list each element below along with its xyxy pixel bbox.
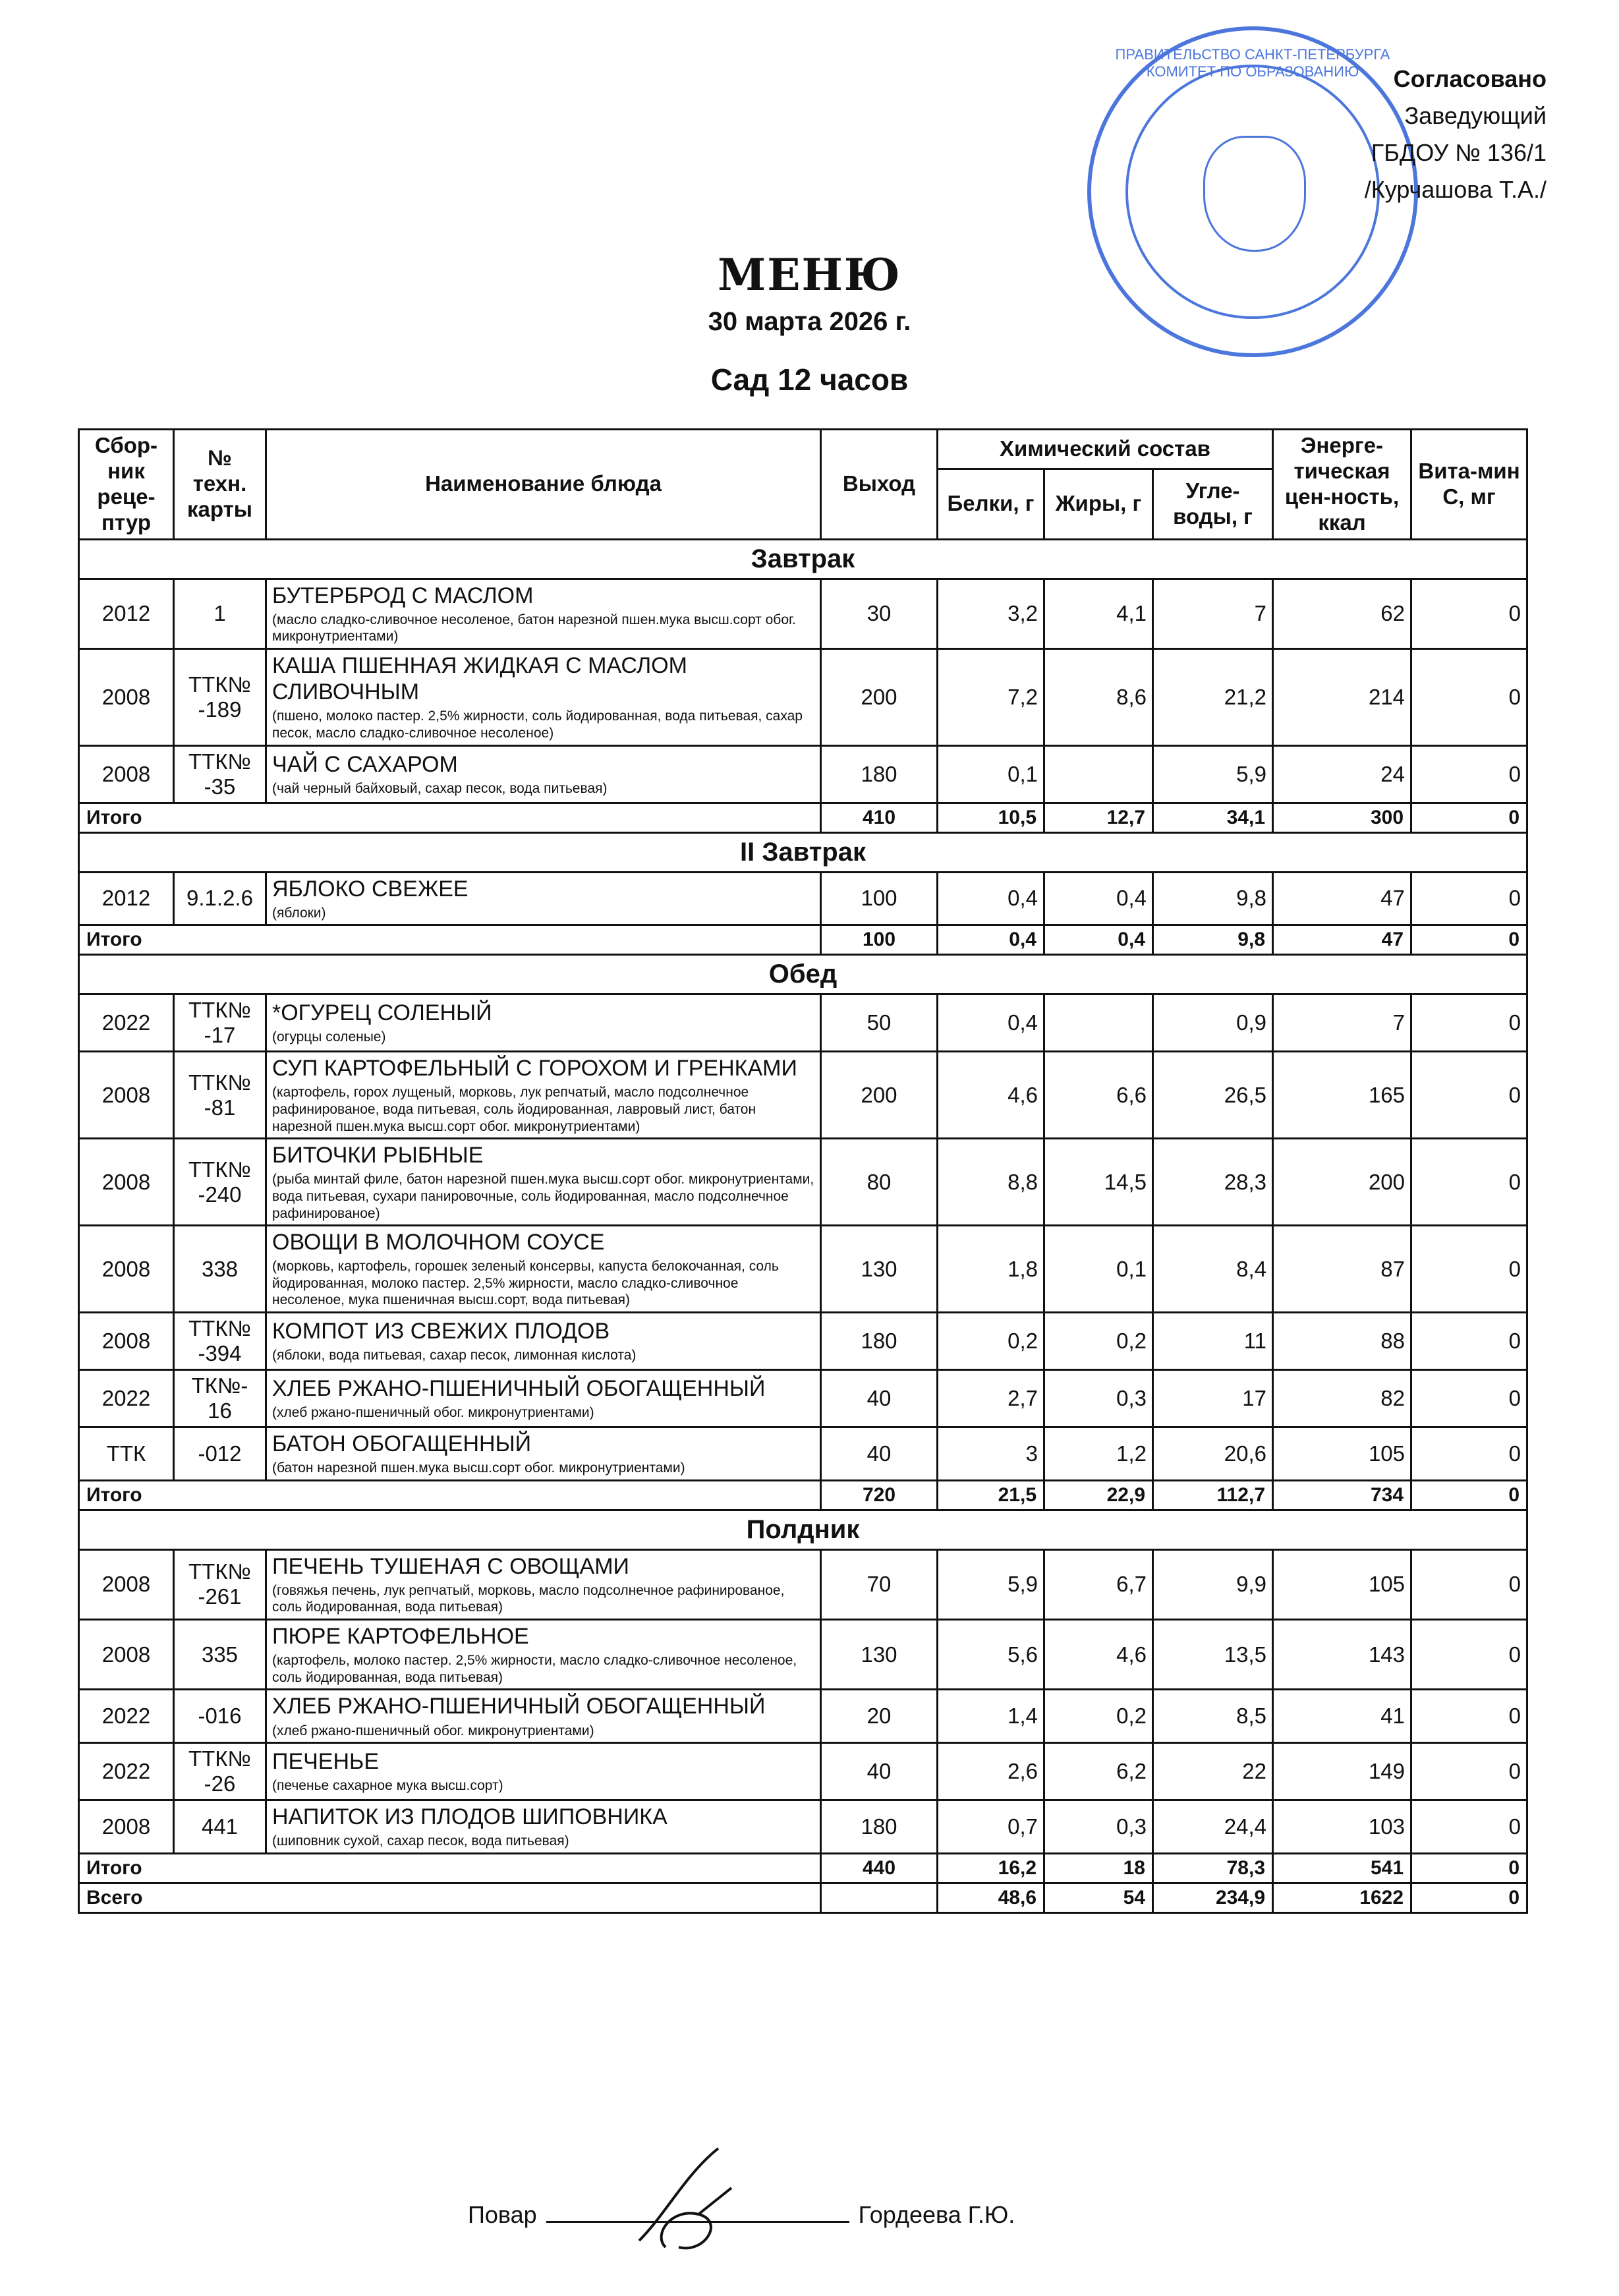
col-yield: Выход: [821, 430, 938, 540]
cell-collection: 2022: [79, 1743, 174, 1800]
col-card: № техн. карты: [174, 430, 266, 540]
grand-total-row: [79, 1883, 1527, 1912]
cell-fat: 8,6: [1044, 649, 1153, 745]
cell-carbs: 13,5: [1153, 1620, 1273, 1690]
cell-protein: 4,6: [938, 1052, 1044, 1139]
cell-collection: 2022: [79, 994, 174, 1052]
cell-card: ТТК№ -81: [174, 1052, 266, 1139]
cell-fat: 6,2: [1044, 1743, 1153, 1800]
cell-vitamin: 0: [1411, 994, 1527, 1052]
total-carbs: 112,7: [1153, 1480, 1273, 1510]
cell-energy: 41: [1273, 1690, 1411, 1743]
cell-collection: 2008: [79, 1800, 174, 1854]
cell-dish: [266, 1226, 821, 1313]
total-protein: 21,5: [938, 1480, 1044, 1510]
cell-carbs: 5,9: [1153, 745, 1273, 803]
cell-carbs: 8,4: [1153, 1226, 1273, 1313]
cell-vitamin: 0: [1411, 649, 1527, 745]
col-chem: Химический состав: [938, 430, 1273, 469]
cell-carbs: 11: [1153, 1313, 1273, 1370]
total-yield: 100: [821, 925, 938, 955]
dish-name: ПЕЧЕНЬ ТУШЕНАЯ С ОВОЩАМИ: [272, 1553, 629, 1579]
cell-dish: [266, 1370, 821, 1427]
dish-name: ОВОЩИ В МОЛОЧНОМ СОУСЕ: [272, 1230, 605, 1255]
cell-fat: 0,1: [1044, 1226, 1153, 1313]
cell-vitamin: 0: [1411, 745, 1527, 803]
section-title: Полдник: [79, 1510, 1527, 1549]
dish-name: ЧАЙ С САХАРОМ: [272, 751, 458, 777]
total-fat: 18: [1044, 1853, 1153, 1883]
table-row: [79, 1052, 1527, 1139]
cell-collection: 2022: [79, 1370, 174, 1427]
total-protein: 10,5: [938, 803, 1044, 832]
dish-name: БАТОН ОБОГАЩЕННЫЙ: [272, 1431, 532, 1457]
cell-dish: [266, 1549, 821, 1619]
cell-vitamin: 0: [1411, 1620, 1527, 1690]
cell-protein: 5,9: [938, 1549, 1044, 1619]
cell-dish: [266, 649, 821, 745]
cell-dish: [266, 1690, 821, 1743]
cell-carbs: 0,9: [1153, 994, 1273, 1052]
cell-card: ТК№- 16: [174, 1370, 266, 1427]
cell-energy: 143: [1273, 1620, 1411, 1690]
grand-total-yield: [821, 1883, 938, 1912]
cell-vitamin: 0: [1411, 1427, 1527, 1481]
cell-energy: 88: [1273, 1313, 1411, 1370]
total-carbs: 9,8: [1153, 925, 1273, 955]
grand-total-carbs: 234,9: [1153, 1883, 1273, 1912]
cell-vitamin: 0: [1411, 1139, 1527, 1226]
total-fat: 0,4: [1044, 925, 1153, 955]
dish-ingredients: (шиповник сухой, сахар песок, вода питьевая): [272, 1833, 569, 1849]
dish-ingredients: (хлеб ржано-пшеничный обог. микронутриентами): [272, 1723, 594, 1738]
cell-dish: [266, 1139, 821, 1226]
cell-carbs: 26,5: [1153, 1052, 1273, 1139]
cell-protein: 1,4: [938, 1690, 1044, 1743]
table-row: [79, 1743, 1527, 1800]
dish-name: СУП КАРТОФЕЛЬНЫЙ С ГОРОХОМ И ГРЕНКАМИ: [272, 1056, 797, 1081]
cell-vitamin: 0: [1411, 1226, 1527, 1313]
dish-ingredients: (печенье сахарное мука высш.сорт): [272, 1778, 503, 1794]
cell-fat: 0,2: [1044, 1313, 1153, 1370]
cell-card: 335: [174, 1620, 266, 1690]
total-yield: 440: [821, 1853, 938, 1883]
signature-line: [546, 2201, 849, 2223]
dish-ingredients: (огурцы соленые): [272, 1029, 386, 1045]
cell-dish: [266, 579, 821, 648]
cell-carbs: 17: [1153, 1370, 1273, 1427]
cook-signature: [468, 2201, 1015, 2229]
cell-carbs: 20,6: [1153, 1427, 1273, 1481]
dish-ingredients: (хлеб ржано-пшеничный обог. микронутриентами): [272, 1405, 594, 1421]
cell-protein: 0,1: [938, 745, 1044, 803]
col-vitamin: Вита-мин С, мг: [1411, 430, 1527, 540]
page-title: МЕНЮ: [718, 249, 901, 301]
table-row: [79, 1427, 1527, 1481]
cell-yield: 40: [821, 1427, 938, 1481]
total-vitamin: 0: [1411, 1480, 1527, 1510]
cell-card: ТТК№ -261: [174, 1549, 266, 1619]
dish-ingredients: (морковь, картофель, горошек зеленый консервы, капуста белокочанная, соль йодированная, молоко пастер. 2,5% жирности, масло сладко-сливочное несоленое, мука пшеничная высш.сорт, вода питьевая): [272, 1259, 779, 1308]
section-title: Завтрак: [79, 539, 1527, 579]
total-label: Итого: [79, 925, 821, 955]
cell-collection: ТТК: [79, 1427, 174, 1481]
dish-name: *ОГУРЕЦ СОЛЕНЫЙ: [272, 1000, 492, 1026]
cell-fat: 6,7: [1044, 1549, 1153, 1619]
cell-energy: 200: [1273, 1139, 1411, 1226]
grand-total-energy: 1622: [1273, 1883, 1411, 1912]
table-row: [79, 1800, 1527, 1854]
cell-dish: [266, 1052, 821, 1139]
cell-yield: 50: [821, 994, 938, 1052]
total-row: [79, 925, 1527, 955]
dish-name: ХЛЕБ РЖАНО-ПШЕНИЧНЫЙ ОБОГАЩЕННЫЙ: [272, 1376, 766, 1402]
cell-card: 9.1.2.6: [174, 872, 266, 925]
table-row: [79, 1620, 1527, 1690]
section-row: [79, 1510, 1527, 1549]
dish-name: ПЮРЕ КАРТОФЕЛЬНОЕ: [272, 1624, 529, 1650]
cell-protein: 2,6: [938, 1743, 1044, 1800]
approval-institution: ГБДОУ № 136/1: [1371, 139, 1547, 166]
cell-yield: 70: [821, 1549, 938, 1619]
cell-energy: 7: [1273, 994, 1411, 1052]
total-carbs: 34,1: [1153, 803, 1273, 832]
cell-collection: 2008: [79, 1139, 174, 1226]
cell-energy: 149: [1273, 1743, 1411, 1800]
cell-protein: 1,8: [938, 1226, 1044, 1313]
col-carbs: Угле-воды, г: [1153, 469, 1273, 539]
col-collection: Сбор-ник реце-птур: [79, 430, 174, 540]
cell-fat: 4,1: [1044, 579, 1153, 648]
cell-yield: 200: [821, 649, 938, 745]
cell-yield: 180: [821, 1800, 938, 1854]
table-row: [79, 1690, 1527, 1743]
cell-energy: 105: [1273, 1427, 1411, 1481]
total-energy: 541: [1273, 1853, 1411, 1883]
cell-dish: [266, 1800, 821, 1854]
table-row: [79, 1139, 1527, 1226]
dish-ingredients: (яблоки, вода питьевая, сахар песок, лимонная кислота): [272, 1348, 637, 1363]
cell-carbs: 9,8: [1153, 872, 1273, 925]
col-name: Наименование блюда: [266, 430, 821, 540]
menu-table: [78, 428, 1528, 1914]
cell-card: ТТК№ -35: [174, 745, 266, 803]
approval-block: [1204, 61, 1547, 208]
cell-energy: 103: [1273, 1800, 1411, 1854]
cell-carbs: 24,4: [1153, 1800, 1273, 1854]
table-row: [79, 994, 1527, 1052]
menu-body: [79, 539, 1527, 1912]
total-fat: 22,9: [1044, 1480, 1153, 1510]
table-row: [79, 872, 1527, 925]
cell-energy: 87: [1273, 1226, 1411, 1313]
cell-energy: 82: [1273, 1370, 1411, 1427]
dish-ingredients: (картофель, горох лущеный, морковь, лук репчатый, масло подсолнечное рафинированое, вода питьевая, соль йодированная, лавровый лист, батон нарезной пшен.мука высш.сорт обог. микронутриентами): [272, 1085, 756, 1134]
dish-name: БУТЕРБРОД С МАСЛОМ: [272, 583, 534, 608]
total-label: Итого: [79, 803, 821, 832]
cell-protein: 5,6: [938, 1620, 1044, 1690]
cell-card: 338: [174, 1226, 266, 1313]
cell-fat: 4,6: [1044, 1620, 1153, 1690]
cell-dish: [266, 745, 821, 803]
cell-yield: 130: [821, 1226, 938, 1313]
cell-carbs: 8,5: [1153, 1690, 1273, 1743]
grand-total-vitamin: 0: [1411, 1883, 1527, 1912]
cell-collection: 2012: [79, 872, 174, 925]
cell-fat: 0,2: [1044, 1690, 1153, 1743]
dish-name: ХЛЕБ РЖАНО-ПШЕНИЧНЫЙ ОБОГАЩЕННЫЙ: [272, 1694, 766, 1719]
total-fat: 12,7: [1044, 803, 1153, 832]
cell-carbs: 22: [1153, 1743, 1273, 1800]
cell-dish: [266, 1427, 821, 1481]
table-row: [79, 1370, 1527, 1427]
stamp-ring-text: ПРАВИТЕЛЬСТВО САНКТ-ПЕТЕРБУРГА КОМИТЕТ ПО ОБРАЗОВАНИЮ: [1115, 46, 1390, 80]
section-row: [79, 539, 1527, 579]
total-yield: 720: [821, 1480, 938, 1510]
total-row: [79, 803, 1527, 832]
dish-name: НАПИТОК ИЗ ПЛОДОВ ШИПОВНИКА: [272, 1804, 667, 1830]
total-carbs: 78,3: [1153, 1853, 1273, 1883]
cell-vitamin: 0: [1411, 1370, 1527, 1427]
approval-heading: Согласовано: [1393, 65, 1547, 92]
cell-collection: 2008: [79, 649, 174, 745]
cell-energy: 62: [1273, 579, 1411, 648]
cell-fat: [1044, 745, 1153, 803]
cell-card: ТТК№ -17: [174, 994, 266, 1052]
approval-position: Заведующий: [1404, 102, 1547, 129]
cell-yield: 180: [821, 745, 938, 803]
cell-vitamin: 0: [1411, 1690, 1527, 1743]
cell-card: -016: [174, 1690, 266, 1743]
cell-fat: 0,3: [1044, 1370, 1153, 1427]
cell-collection: 2008: [79, 1620, 174, 1690]
cell-dish: [266, 872, 821, 925]
cell-protein: 7,2: [938, 649, 1044, 745]
cell-vitamin: 0: [1411, 1549, 1527, 1619]
menu-header: [0, 249, 1619, 397]
col-protein: Белки, г: [938, 469, 1044, 539]
cell-protein: 3: [938, 1427, 1044, 1481]
menu-date: 30 марта 2026 г.: [708, 307, 911, 336]
cell-card: ТТК№ -394: [174, 1313, 266, 1370]
cell-energy: 24: [1273, 745, 1411, 803]
cell-protein: 0,2: [938, 1313, 1044, 1370]
cell-energy: 105: [1273, 1549, 1411, 1619]
table-row: [79, 1226, 1527, 1313]
group-name: Сад 12 часов: [710, 362, 909, 397]
cell-vitamin: 0: [1411, 1313, 1527, 1370]
cell-yield: 180: [821, 1313, 938, 1370]
section-row: [79, 832, 1527, 872]
cook-name: Гордеева Г.Ю.: [858, 2201, 1015, 2228]
table-row: [79, 1313, 1527, 1370]
dish-name: БИТОЧКИ РЫБНЫЕ: [272, 1143, 484, 1168]
grand-total-protein: 48,6: [938, 1883, 1044, 1912]
cell-collection: 2008: [79, 1549, 174, 1619]
cell-dish: [266, 1313, 821, 1370]
cell-fat: 0,3: [1044, 1800, 1153, 1854]
dish-name: КОМПОТ ИЗ СВЕЖИХ ПЛОДОВ: [272, 1319, 610, 1344]
cell-card: -012: [174, 1427, 266, 1481]
cell-card: 441: [174, 1800, 266, 1854]
dish-ingredients: (яблоки): [272, 905, 326, 921]
cell-yield: 100: [821, 872, 938, 925]
total-row: [79, 1480, 1527, 1510]
total-row: [79, 1853, 1527, 1883]
dish-ingredients: (картофель, молоко пастер. 2,5% жирности, масло сладко-сливочное несоленое, соль йодированная, вода питьевая): [272, 1653, 797, 1685]
total-protein: 16,2: [938, 1853, 1044, 1883]
total-label: Итого: [79, 1853, 821, 1883]
cell-carbs: 28,3: [1153, 1139, 1273, 1226]
cell-yield: 40: [821, 1370, 938, 1427]
total-protein: 0,4: [938, 925, 1044, 955]
cell-vitamin: 0: [1411, 1052, 1527, 1139]
cell-yield: 80: [821, 1139, 938, 1226]
cell-protein: 0,4: [938, 994, 1044, 1052]
cell-yield: 20: [821, 1690, 938, 1743]
grand-total-fat: 54: [1044, 1883, 1153, 1912]
total-vitamin: 0: [1411, 803, 1527, 832]
cell-energy: 165: [1273, 1052, 1411, 1139]
total-energy: 300: [1273, 803, 1411, 832]
cell-fat: 14,5: [1044, 1139, 1153, 1226]
cook-role: Повар: [468, 2201, 537, 2228]
col-fat: Жиры, г: [1044, 469, 1153, 539]
dish-ingredients: (рыба минтай филе, батон нарезной пшен.мука высш.сорт обог. микронутриентами, вода питьевая, сухари панировочные, соль йодированная, масло подсолнечное рафинированое): [272, 1172, 814, 1221]
grand-total-label: Всего: [79, 1883, 821, 1912]
dish-ingredients: (батон нарезной пшен.мука высш.сорт обог. микронутриентами): [272, 1460, 685, 1476]
cell-protein: 2,7: [938, 1370, 1044, 1427]
section-title: II Завтрак: [79, 832, 1527, 872]
cell-vitamin: 0: [1411, 1800, 1527, 1854]
section-row: [79, 955, 1527, 994]
cell-collection: 2008: [79, 1226, 174, 1313]
cell-dish: [266, 1620, 821, 1690]
cell-energy: 214: [1273, 649, 1411, 745]
cell-collection: 2008: [79, 1313, 174, 1370]
section-title: Обед: [79, 955, 1527, 994]
table-row: [79, 1549, 1527, 1619]
cell-yield: 40: [821, 1743, 938, 1800]
cell-protein: 3,2: [938, 579, 1044, 648]
col-energy: Энерге-тическая цен-ность, ккал: [1273, 430, 1411, 540]
table-row: [79, 745, 1527, 803]
cell-protein: 0,7: [938, 1800, 1044, 1854]
cell-card: ТТК№ -26: [174, 1743, 266, 1800]
cell-card: ТТК№ -240: [174, 1139, 266, 1226]
table-row: [79, 579, 1527, 648]
cell-dish: [266, 1743, 821, 1800]
dish-ingredients: (пшено, молоко пастер. 2,5% жирности, соль йодированная, вода питьевая, сахар песок, масло сладко-сливочное несоленое): [272, 708, 803, 741]
table-row: [79, 649, 1527, 745]
cell-collection: 2022: [79, 1690, 174, 1743]
cell-vitamin: 0: [1411, 1743, 1527, 1800]
cell-yield: 200: [821, 1052, 938, 1139]
approval-signatory: /Курчашова Т.А./: [1364, 176, 1547, 203]
total-energy: 734: [1273, 1480, 1411, 1510]
cell-carbs: 7: [1153, 579, 1273, 648]
cell-fat: 1,2: [1044, 1427, 1153, 1481]
dish-ingredients: (масло сладко-сливочное несоленое, батон нарезной пшен.мука высш.сорт обог. микронутриентами): [272, 612, 796, 645]
total-vitamin: 0: [1411, 925, 1527, 955]
cell-carbs: 21,2: [1153, 649, 1273, 745]
total-label: Итого: [79, 1480, 821, 1510]
cell-yield: 30: [821, 579, 938, 648]
cell-carbs: 9,9: [1153, 1549, 1273, 1619]
cell-dish: [266, 994, 821, 1052]
cell-yield: 130: [821, 1620, 938, 1690]
cell-fat: 6,6: [1044, 1052, 1153, 1139]
cell-protein: 0,4: [938, 872, 1044, 925]
dish-ingredients: (чай черный байховый, сахар песок, вода питьевая): [272, 780, 608, 796]
cell-collection: 2008: [79, 1052, 174, 1139]
cell-fat: 0,4: [1044, 872, 1153, 925]
total-vitamin: 0: [1411, 1853, 1527, 1883]
dish-name: КАША ПШЕННАЯ ЖИДКАЯ С МАСЛОМ СЛИВОЧНЫМ: [272, 653, 687, 705]
total-yield: 410: [821, 803, 938, 832]
cell-fat: [1044, 994, 1153, 1052]
cell-card: 1: [174, 579, 266, 648]
cell-vitamin: 0: [1411, 872, 1527, 925]
cell-protein: 8,8: [938, 1139, 1044, 1226]
dish-name: ЯБЛОКО СВЕЖЕЕ: [272, 876, 469, 902]
cell-card: ТТК№ -189: [174, 649, 266, 745]
cell-collection: 2012: [79, 579, 174, 648]
cell-energy: 47: [1273, 872, 1411, 925]
dish-ingredients: (говяжья печень, лук репчатый, морковь, масло подсолнечное рафинированое, соль йодированная, вода питьевая): [272, 1582, 785, 1615]
dish-name: ПЕЧЕНЬЕ: [272, 1749, 379, 1775]
total-energy: 47: [1273, 925, 1411, 955]
cell-collection: 2008: [79, 745, 174, 803]
cell-vitamin: 0: [1411, 579, 1527, 648]
